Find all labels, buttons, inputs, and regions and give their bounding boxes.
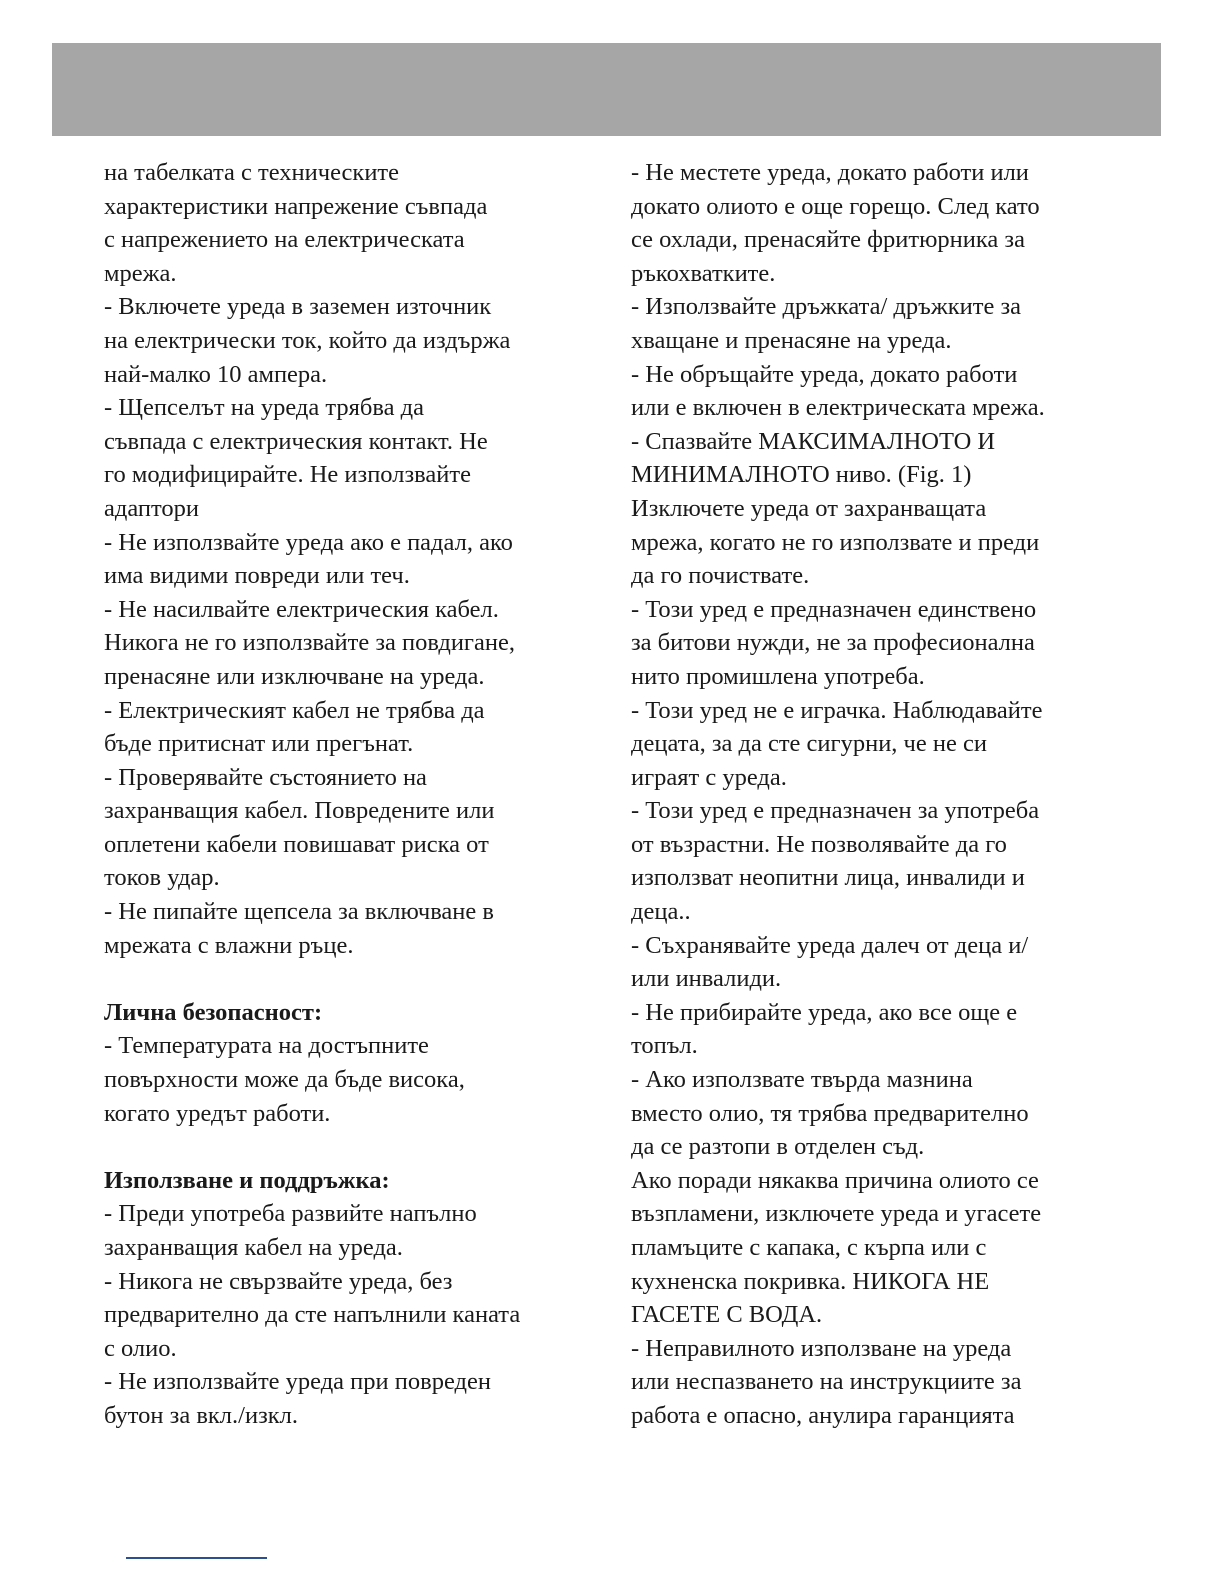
- text-line: се охлади, пренасяйте фритюрника за: [631, 226, 1025, 254]
- text-line: пламъците с капака, с кърпа или с: [631, 1234, 987, 1261]
- left-main-text: [104, 156, 594, 962]
- personal-safety-heading: Лична безопасност:: [104, 998, 323, 1026]
- text-line: мрежата с влажни ръце.: [104, 931, 354, 959]
- text-line: - Използвайте дръжката/ дръжките за: [631, 293, 1022, 321]
- text-line: токов удар.: [104, 864, 220, 892]
- text-line: използват неопитни лица, инвалиди и: [631, 864, 1025, 892]
- text-line: - Електрическият кабел не трябва да: [104, 696, 485, 724]
- text-line: да го почиствате.: [631, 562, 810, 590]
- spacer: [104, 1130, 594, 1164]
- text-line: или инвалиди.: [631, 965, 782, 993]
- text-line: за битови нужди, не за професионална: [631, 629, 1035, 657]
- text-line: работа е опасно, анулира гаранцията: [631, 1401, 1015, 1429]
- text-line: възпламени, изключете уреда и угасете: [631, 1200, 1042, 1228]
- text-line: - Проверявайте състоянието на: [104, 763, 427, 791]
- text-line: бутон за вкл./изкл.: [104, 1401, 299, 1429]
- text-line: характеристики напрежение съвпада: [104, 192, 488, 220]
- text-line: предварително да сте напълнили каната: [104, 1301, 521, 1329]
- text-line: или неспазването на инструкциите за: [631, 1368, 1022, 1396]
- text-line: - Ако използвате твърда мазнина: [631, 1066, 973, 1094]
- text-line: Изключете уреда от захранващата: [631, 494, 987, 522]
- text-line: - Не пипайте щепсела за включване в: [104, 898, 494, 926]
- text-line: - Този уред е предназначен единствено: [631, 595, 1037, 623]
- text-line: повърхности може да бъде висока,: [104, 1066, 465, 1094]
- text-line: хващане и пренасяне на уреда.: [631, 326, 952, 354]
- right-column: [631, 156, 1121, 1433]
- text-line: от възрастни. Не позволявайте да го: [631, 830, 1007, 858]
- text-line: - Никога не свързвайте уреда, без: [104, 1267, 453, 1295]
- personal-safety-text: [104, 1029, 594, 1130]
- text-line: го модифицирайте. Не използвайте: [104, 461, 471, 489]
- text-line: пренасяне или изключване на уреда.: [104, 662, 485, 690]
- text-line: съвпада с електрическия контакт. Не: [104, 427, 488, 455]
- text-line: деца..: [631, 898, 691, 926]
- text-line: има видими повреди или теч.: [104, 562, 410, 590]
- text-line: - Включете уреда в заземен източник: [104, 293, 492, 321]
- text-line: когато уредът работи.: [104, 1099, 331, 1127]
- text-line: Ако поради някаква причина олиото се: [631, 1166, 1039, 1194]
- text-line: захранващия кабел на уреда.: [104, 1234, 403, 1261]
- footer-rule: [126, 1557, 267, 1559]
- header-band: [52, 43, 1161, 136]
- text-line: - Температурата на достъпните: [104, 1032, 429, 1060]
- text-line: - Не използвайте уреда при повреден: [104, 1368, 491, 1396]
- text-line: кухненска покривка. НИКОГА НЕ: [631, 1267, 990, 1295]
- text-line: с напрежението на електрическата: [104, 226, 465, 254]
- text-line: Никога не го използвайте за повдигане,: [104, 629, 515, 657]
- text-line: нито промишлена употреба.: [631, 662, 925, 690]
- text-line: МИНИМАЛНОТО ниво. (Fig. 1): [631, 461, 972, 489]
- text-line: на електрически ток, който да издържа: [104, 326, 511, 354]
- text-line: децата, за да сте сигурни, че не си: [631, 730, 987, 758]
- text-line: - Щепселът на уреда трябва да: [104, 394, 424, 422]
- text-line: ръкохватките.: [631, 259, 776, 287]
- text-line: мрежа.: [104, 259, 177, 287]
- spacer: [104, 962, 594, 996]
- text-line: - Не прибирайте уреда, ако все още е: [631, 998, 1018, 1026]
- text-line: - Не обръщайте уреда, докато работи: [631, 360, 1018, 388]
- text-line: докато олиото е още горещо. След като: [631, 192, 1040, 220]
- text-line: мрежа, когато не го използвате и преди: [631, 528, 1040, 556]
- text-line: - Не насилвайте електрическия кабел.: [104, 595, 499, 623]
- text-line: с олио.: [104, 1334, 177, 1362]
- text-line: - Спазвайте МАКСИМАЛНОТО И: [631, 427, 996, 455]
- text-line: да се разтопи в отделен съд.: [631, 1133, 925, 1161]
- text-line: най-малко 10 ампера.: [104, 360, 328, 388]
- text-line: - Неправилното използване на уреда: [631, 1334, 1012, 1362]
- text-line: топъл.: [631, 1032, 698, 1060]
- text-line: или е включен в електрическата мрежа.: [631, 394, 1045, 422]
- text-line: на табелката с техническите: [104, 159, 400, 186]
- text-line: бъде притиснат или прегънат.: [104, 730, 414, 758]
- text-line: - Преди употреба развийте напълно: [104, 1200, 477, 1228]
- use-and-care-text: [104, 1197, 594, 1432]
- text-line: играят с уреда.: [631, 763, 787, 791]
- use-and-care-heading: Използване и поддръжка:: [104, 1166, 390, 1194]
- text-line: - Не местете уреда, докато работи или: [631, 159, 1029, 186]
- text-line: ГАСЕТЕ С ВОДА.: [631, 1301, 823, 1329]
- text-line: - Този уред е предназначен за употреба: [631, 797, 1040, 825]
- right-main-text: [631, 156, 1121, 1433]
- text-line: - Този уред не е играчка. Наблюдавайте: [631, 696, 1043, 724]
- left-column: [104, 156, 594, 1433]
- text-line: - Съхранявайте уреда далеч от деца и/: [631, 931, 1029, 959]
- text-line: адаптори: [104, 494, 199, 522]
- text-line: - Не използвайте уреда ако е падал, ако: [104, 528, 513, 556]
- text-line: захранващия кабел. Повредените или: [104, 797, 495, 825]
- text-line: оплетени кабели повишават риска от: [104, 830, 489, 858]
- text-line: вместо олио, тя трябва предварително: [631, 1099, 1029, 1127]
